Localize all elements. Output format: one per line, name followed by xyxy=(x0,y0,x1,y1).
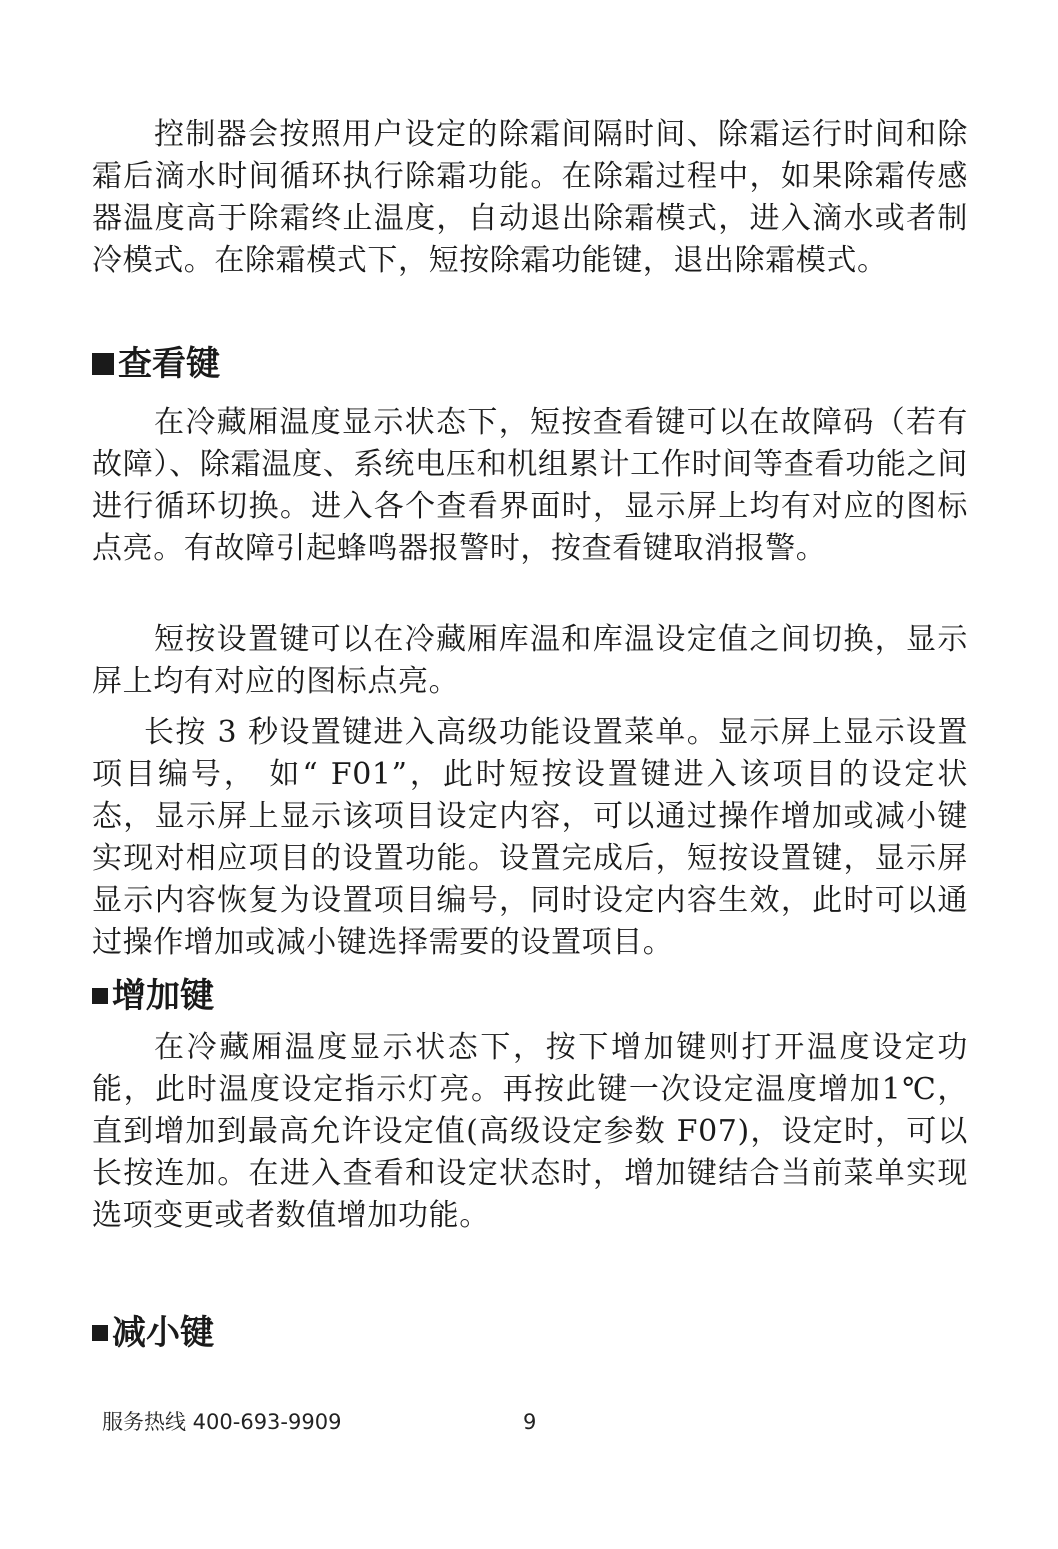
square-bullet-icon xyxy=(92,1325,108,1341)
paragraph-set-key-short: 短按设置键可以在冷藏厢库温和库温设定值之间切换，显示屏上均有对应的图标点亮。 xyxy=(92,622,968,699)
heading-view-key xyxy=(92,342,220,386)
square-bullet-icon xyxy=(92,353,114,375)
heading-increase-key-label: 增加键 xyxy=(112,976,214,1016)
heading-decrease-key xyxy=(92,1311,214,1355)
footer-hotline: 服务热线 400-693-9909 xyxy=(102,1410,342,1434)
heading-view-key-label: 查看键 xyxy=(118,344,220,384)
paragraph-view-key: 在冷藏厢温度显示状态下，短按查看键可以在故障码（若有故障）、除霜温度、系统电压和机组累计工作时间等查看功能之间进行循环切换。进入各个查看界面时，显示屏上均有对应的图标点亮。有故障引起蜂鸣器报警时，按查看键取消报警。 xyxy=(92,405,968,566)
square-bullet-icon xyxy=(92,988,108,1004)
paragraph-defrost-cycle: 控制器会按照用户设定的除霜间隔时间、除霜运行时间和除霜后滴水时间循环执行除霜功能。在除霜过程中，如果除霜传感器温度高于除霜终止温度，自动退出除霜模式，进入滴水或者制冷模式。在除霜模式下，短按除霜功能键，退出除霜模式。 xyxy=(92,117,968,278)
page-number: 9 xyxy=(523,1410,537,1434)
paragraph-set-key-long: 长按 3 秒设置键进入高级功能设置菜单。显示屏上显示设置项目编号， 如“ F01”，此时短按设置键进入该项目的设定状态，显示屏上显示该项目设定内容，可以通过操作增加或减小键实现对相应项目的设置功能。设置完成后，短按设置键，显示屏显示内容恢复为设置项目编号，同时设定内容生效，此时可以通过操作增加或减小键选择需要的设置项目。 xyxy=(92,715,968,960)
heading-decrease-key-label: 减小键 xyxy=(112,1313,214,1353)
heading-increase-key xyxy=(92,974,214,1018)
paragraph-increase-key: 在冷藏厢温度显示状态下，按下增加键则打开温度设定功能，此时温度设定指示灯亮。再按此键一次设定温度增加1℃，直到增加到最高允许设定值(高级设定参数 F07)，设定时，可以长按连加。在进入查看和设定状态时，增加键结合当前菜单实现选项变更或者数值增加功能。 xyxy=(92,1030,968,1233)
